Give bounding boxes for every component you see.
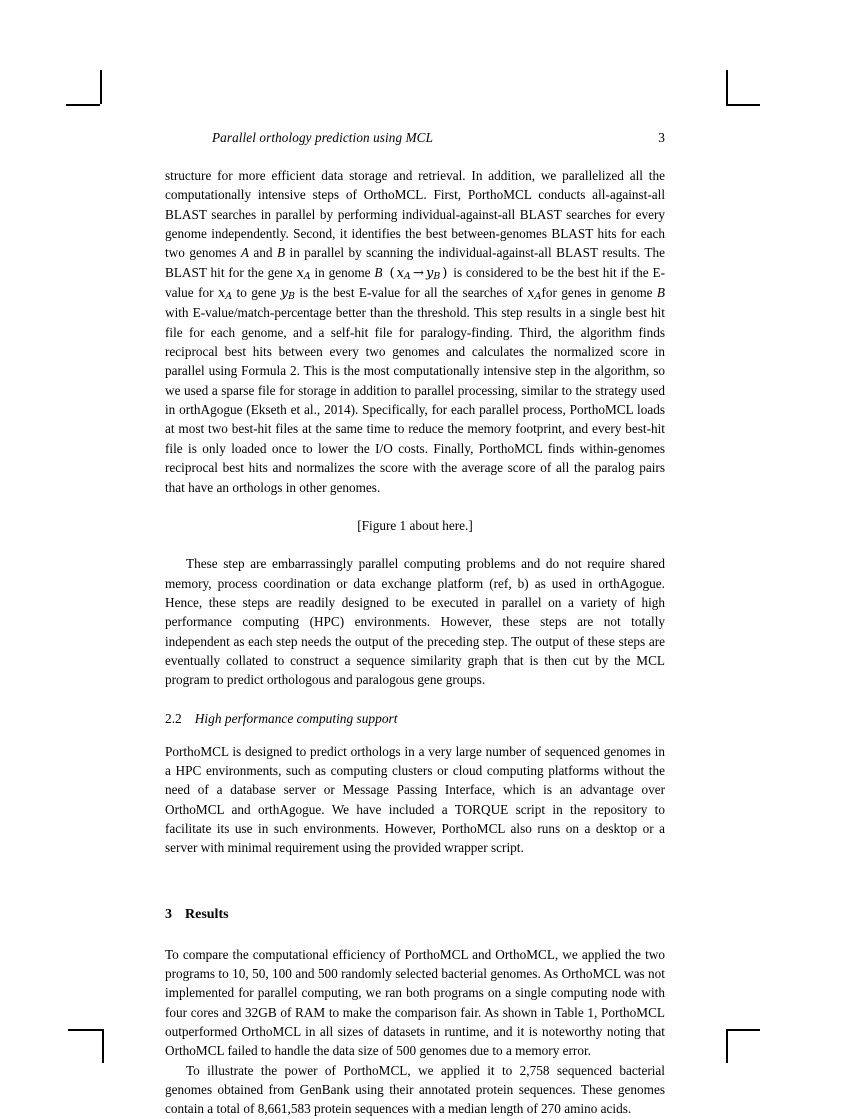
math-variable: x (396, 265, 405, 281)
crop-mark-vertical-rule (726, 70, 728, 104)
text-run: is the best E-value for all the searches of (294, 285, 528, 301)
math-paren-close: ) (442, 265, 448, 281)
text-run: structure for more efficient data storage and retrieval. In addition, we parallelized all the computationally intensive steps of OrthoMCL. First, PorthoMCL conducts all-against-all BLAST searches in parallel by performing individual-against-all BLAST searches for every genome independently. Second, it identifies the best between-genomes BLAST hits for each two genomes (165, 168, 665, 261)
math-variable: x (527, 286, 535, 302)
genome-label-b: B (656, 285, 665, 301)
subsection-heading-hpc-support (165, 709, 665, 728)
math-subscript: A (534, 291, 542, 303)
math-variable: x (296, 265, 304, 281)
crop-mark-horizontal-rule (66, 104, 100, 106)
math-subscript: B (288, 291, 295, 303)
text-run: to gene (232, 285, 281, 301)
crop-mark-horizontal-rule (68, 1029, 102, 1031)
crop-mark-horizontal-rule (726, 1029, 760, 1031)
text-run: is considered to be the best hit if the E-value for (165, 264, 665, 301)
text-run: in parallel by scanning the individual-against-all BLAST results. The BLAST hit for the gene (165, 245, 665, 280)
running-head-title: Parallel orthology prediction using MCL (212, 130, 433, 145)
genome-label-b: B (374, 264, 383, 280)
genome-label-b: B (277, 245, 286, 261)
math-y-sub-b (281, 286, 295, 301)
text-run: with E-value/match-percentage better than the threshold. This step results in a single best hit file for each genome, and a self-hit file for paralogy-finding. Third, the algorithm finds reciprocal best hits between every two genomes and calculates the normalized score in parallel using Formula 2. This is the most computationally intensive step in the algorithm, so we used a sparse file for storage in addition to parallel processing, similar to the strategy used in orthAgogue (Ekseth et al., 2014). Specifically, for each parallel process, PorthoMCL loads at most two best-hit files at the same time to reduce the memory footprint, and every best-hit file is only loaded once to lower the I/O costs. Finally, PorthoMCL finds within-genomes reciprocal best hits and normalizes the score with the average score of all the paralog pairs that have an orthologs in other genomes. (165, 305, 665, 495)
text-run: and (248, 245, 277, 261)
genome-label-a: A (240, 245, 249, 261)
paragraph-results-comparison: To compare the computational efficiency of PorthoMCL and OrthoMCL, we applied the two programs to 10, 50, 100 and 500 randomly selected bacterial genomes. As OrthoMCL was not implemented for parallel computing, we ran both programs on a single computing node with four cores and 32GB of RAM to make the comparison fair. As shown in Table 1, PorthoMCL outperformed OrthoMCL in all sizes of datasets in runtime, and it is noteworthy noting that OrthoMCL failed to handle the data size of 500 genomes due to a memory error. (165, 946, 665, 1059)
paragraph-results-genbank: To illustrate the power of PorthoMCL, we applied it to 2,758 sequenced bacterial genomes obtained from GenBank using their annotated protein sequences. These genomes contain a total of 8,661,583 protein sequences with a median length of 270 amino acids. (165, 1062, 665, 1117)
crop-mark-vertical-rule (100, 70, 102, 104)
section-number: 3 (165, 906, 172, 922)
math-variable: x (217, 286, 226, 302)
subsection-number: 2.2 (165, 710, 182, 726)
math-x-sub-a (218, 286, 232, 301)
math-subscript: A (303, 270, 311, 282)
math-subscript: A (404, 270, 411, 282)
paragraph-parallel-computing: These step are embarrassingly parallel computing problems and do not require shared memory, process coordination or data exchange platform (ref, b) as used in orthAgogue. Hence, these steps are readily designed to be executed in parallel on a variety of high performance computing (HPC) environments. However, these steps are not totally independent as each step needs the output of the preceding step. The output of these steps are eventually collated to construct a sequence similarity graph that is then cut by the MCL program to predict orthologous and paralogous gene groups. (165, 556, 665, 688)
paragraph-methods-continued (165, 166, 665, 497)
page-text-block (165, 130, 665, 1119)
subsection-title: High performance computing support (194, 710, 398, 726)
math-variable: y (280, 286, 289, 302)
page-number: 3 (658, 130, 665, 145)
math-y-sub-b (426, 266, 440, 281)
math-variable: y (425, 265, 434, 281)
math-x-sub-a (527, 286, 541, 301)
section-title: Results (185, 906, 229, 922)
math-paren-open: ( (389, 265, 395, 281)
crop-mark-horizontal-rule (726, 104, 760, 106)
running-header (165, 130, 665, 147)
math-rightarrow-icon: → (412, 265, 424, 281)
text-run: in genome (310, 264, 375, 280)
math-subscript: B (433, 270, 441, 282)
crop-mark-vertical-rule (102, 1029, 104, 1063)
math-x-sub-a (397, 266, 411, 281)
crop-mark-vertical-rule (726, 1029, 728, 1063)
figure-placement-note: [Figure 1 about here.] (357, 517, 473, 533)
math-subscript: A (225, 291, 233, 303)
text-run: for genes in genome (541, 285, 657, 301)
paragraph-hpc-support: PorthoMCL is designed to predict orthologs in a very large number of sequenced genomes in a HPC environments, such as computing clusters or cloud computing platforms without the need of a database server or Message Passing Interface, which is an advantage over OrthoMCL and orthAgogue. We have included a TORQUE script in the repository to facilitate its use in such environments. However, PorthoMCL also runs on a desktop or a server with minimal requirement using the provided wrapper script. (165, 743, 665, 856)
math-x-sub-a (296, 266, 310, 281)
section-heading-results (165, 905, 665, 924)
